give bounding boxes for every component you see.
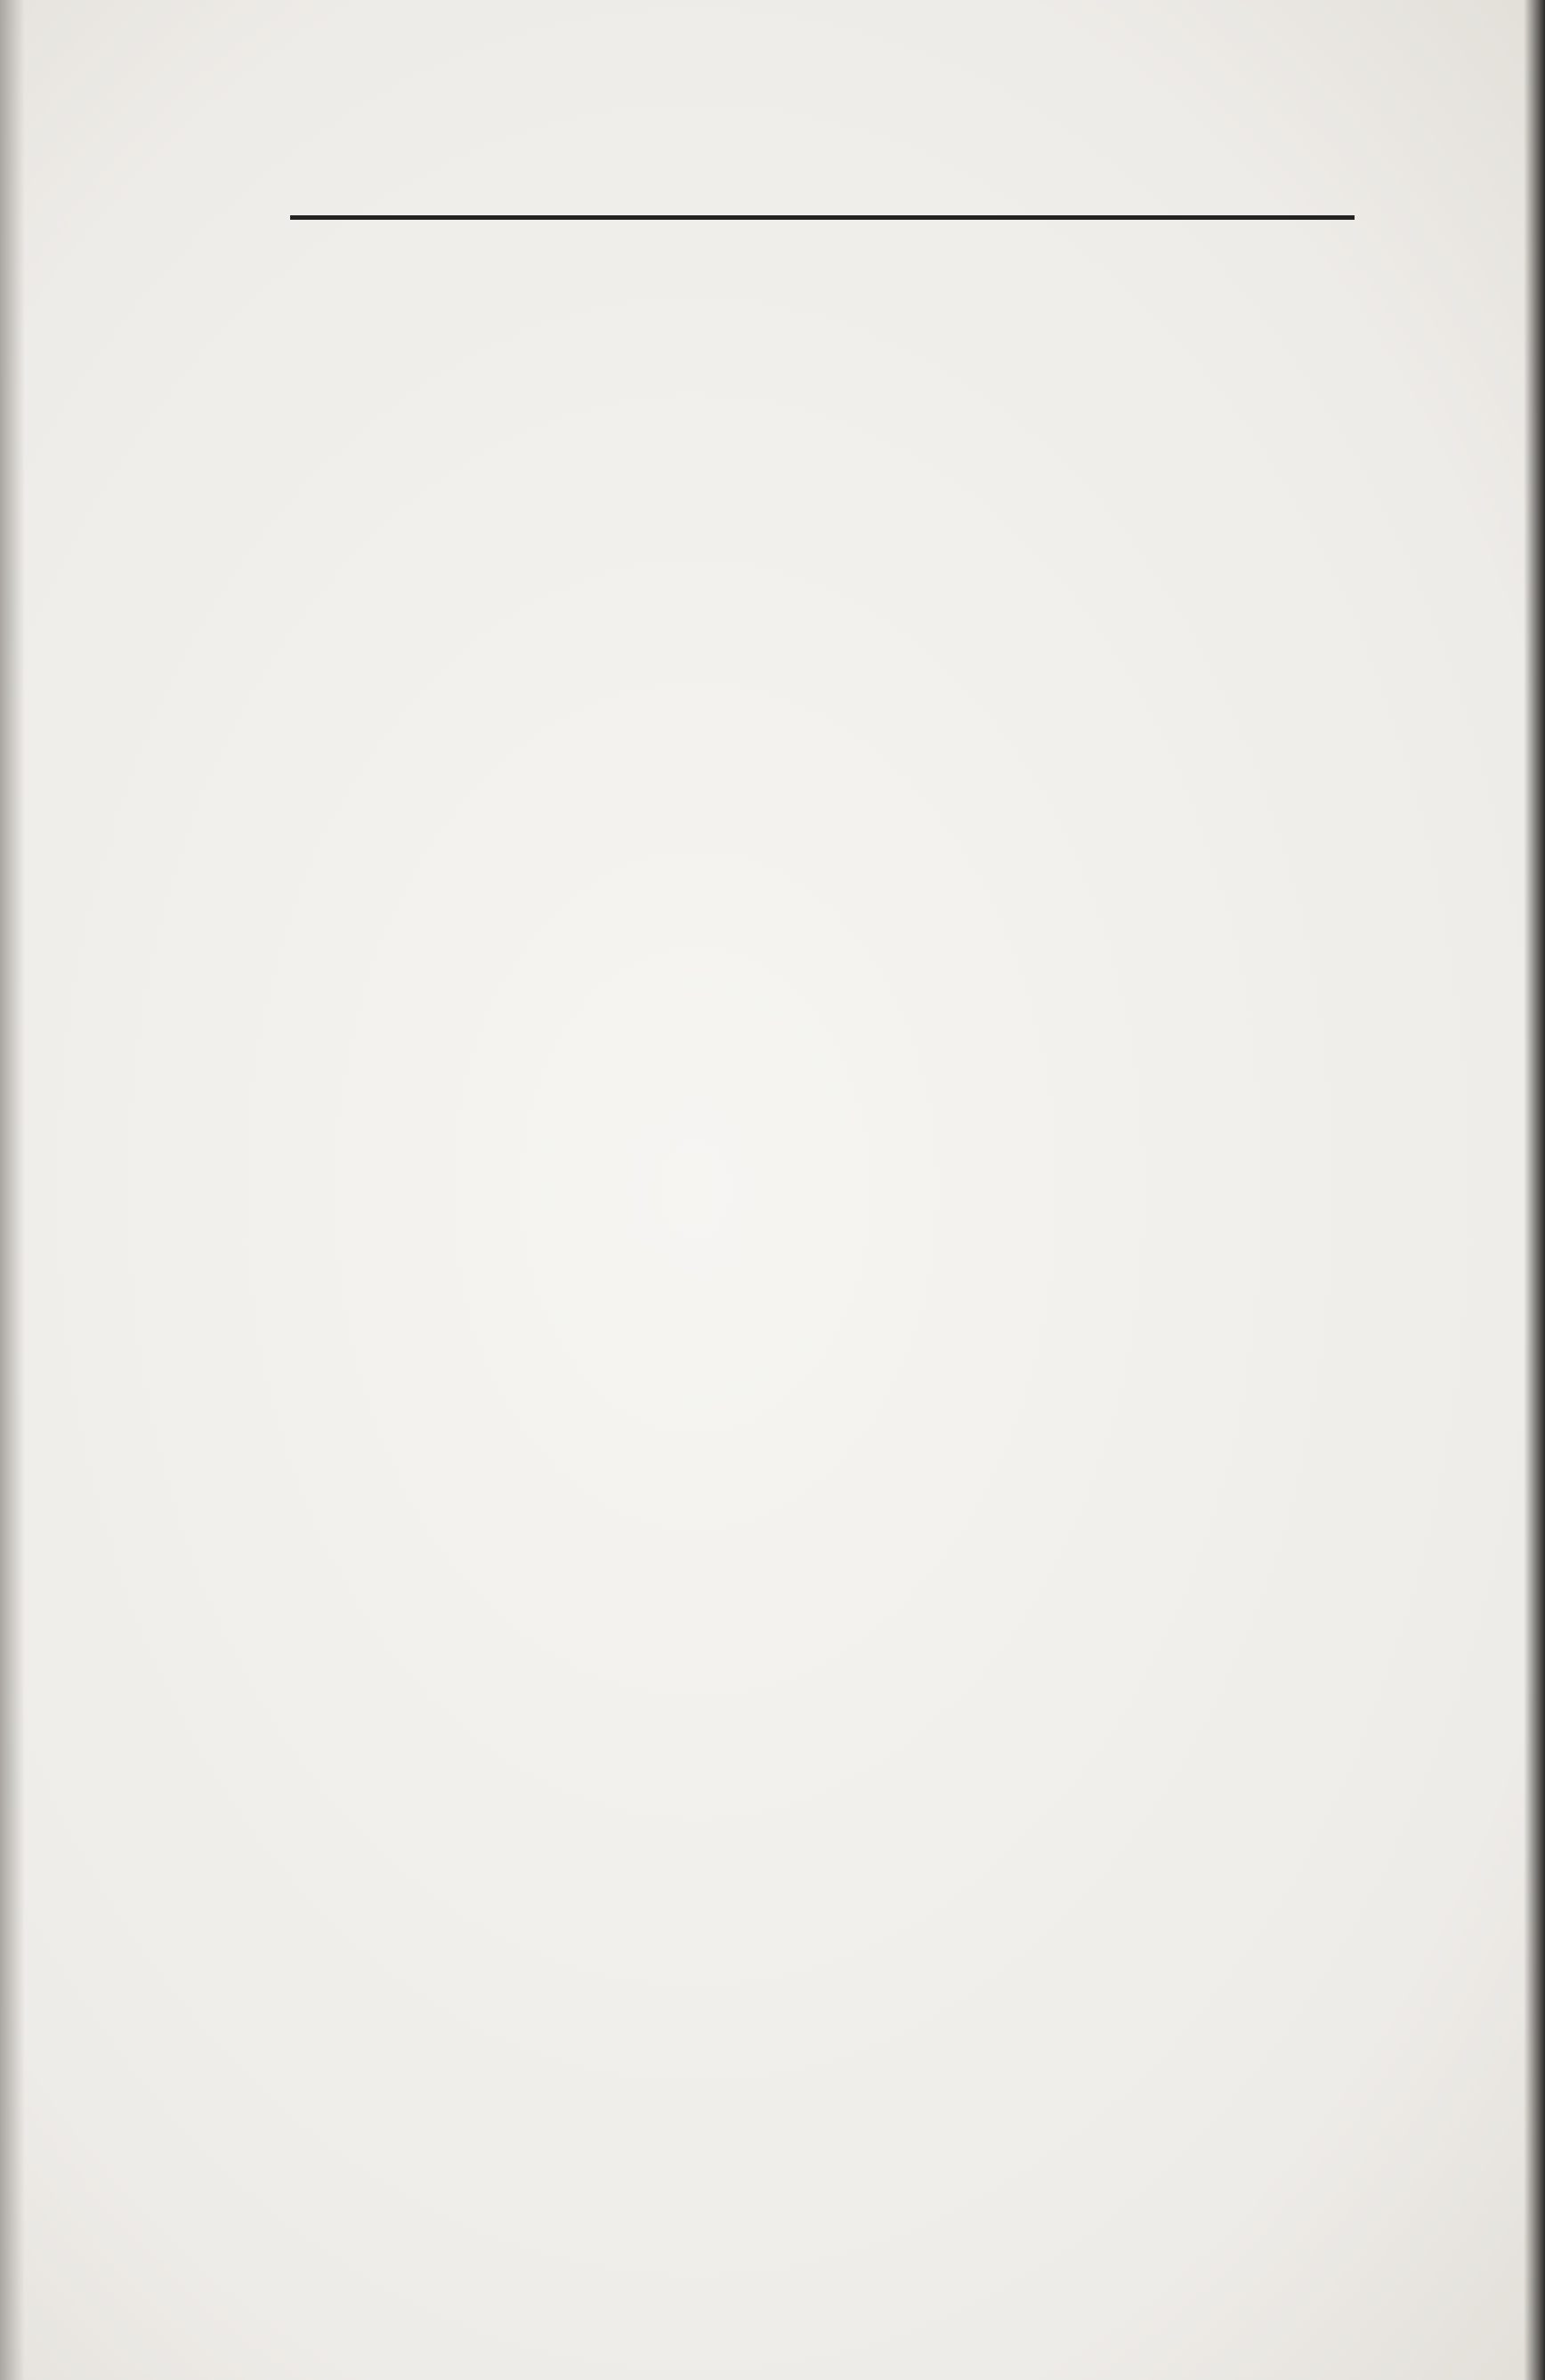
page-edge-left <box>0 0 25 2380</box>
header-rule <box>290 215 1355 220</box>
page-edge-right <box>1524 0 1545 2380</box>
